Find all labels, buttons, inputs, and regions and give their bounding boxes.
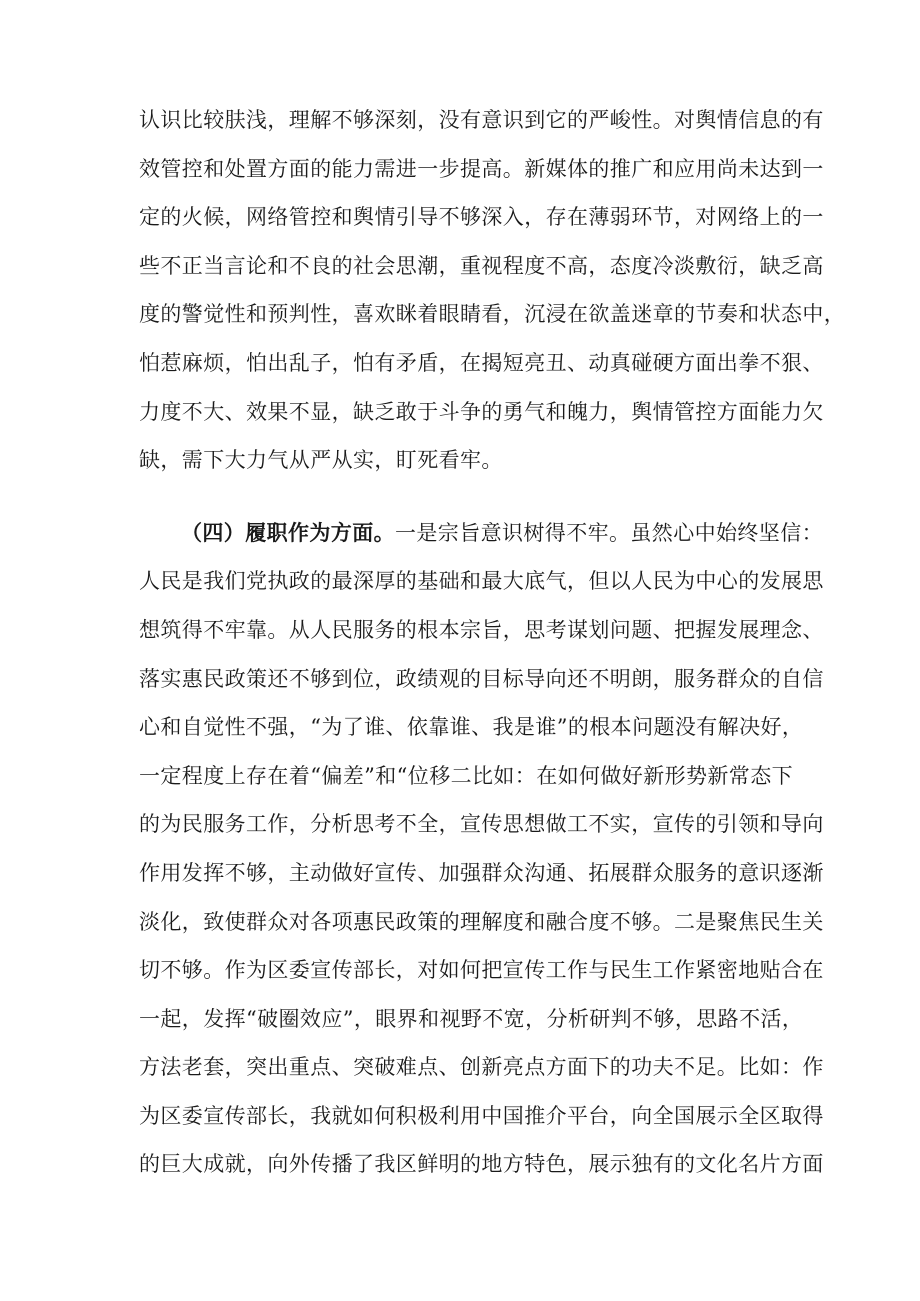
text-line: 方法老套，突出重点、突破难点、创新亮点方面下的功夫不足。比如：作	[139, 1055, 824, 1080]
text-line: 一起，发挥“破圈效应”，眼界和视野不宽，分析研判不够，思路不活，	[139, 1006, 804, 1031]
text-line: 一定程度上存在着“偏差”和“位移二比如：在如何做好新形势新常态下	[139, 763, 794, 788]
text-line: 些不正当言论和不良的社会思潮，重视程度不高，态度冷淡敷衍，缺乏高	[139, 253, 824, 278]
text-line: 想筑得不牢靠。从人民服务的根本宗旨，思考谋划问题、把握发展理念、	[139, 617, 824, 642]
section-heading: （四）履职作为方面。	[181, 519, 395, 545]
text-line: 落实惠民政策还不够到位，政绩观的目标导向还不明朗，服务群众的自信	[139, 666, 824, 691]
text-line: 作用发挥不够，主动做好宣传、加强群众沟通、拓展群众服务的意识逐渐	[139, 860, 824, 885]
paragraph-duty-performance	[139, 518, 824, 1180]
text-line-first	[139, 518, 823, 548]
text-line: 效管控和处置方面的能力需进一步提高。新媒体的推广和应用尚未达到一	[139, 156, 824, 181]
document-page	[139, 105, 846, 1198]
text-line: 怕惹麻烦，怕出乱子，怕有矛盾，在揭短亮丑、动真碰硬方面出拳不狠、	[139, 350, 824, 375]
text-line: 度的警觉性和预判性，喜欢眯着眼睛看，沉浸在欲盖迷章的节奏和状态中，	[139, 302, 846, 327]
text-line: 力度不大、效果不显，缺乏敢于斗争的勇气和魄力，舆情管控方面能力欠	[139, 399, 824, 424]
text-line: 为区委宣传部长，我就如何积极利用中国推介平台，向全国展示全区取得	[139, 1103, 824, 1128]
text-line: 心和自觉性不强，“为了谁、依靠谁、我是谁”的根本问题没有解决好，	[139, 715, 804, 740]
text-line: 认识比较肤浅，理解不够深刻，没有意识到它的严峻性。对舆情信息的有	[139, 108, 824, 132]
text-line: 人民是我们党执政的最深厚的基础和最大底气，但以人民为中心的发展思	[139, 569, 824, 594]
text-line: 的为民服务工作，分析思考不全，宣传思想做工不实，宣传的引领和导向	[139, 812, 824, 837]
text-line: 定的火候，网络管控和舆情引导不够深入，存在薄弱环节，对网络上的一	[139, 205, 824, 230]
text-line: 切不够。作为区委宣传部长，对如何把宣传工作与民生工作紧密地贴合在	[139, 958, 824, 983]
paragraph-public-opinion	[139, 105, 846, 475]
heading-line-rest: 一是宗旨意识树得不牢。虽然心中始终坚信：	[395, 520, 823, 545]
paragraph-spacer	[139, 494, 783, 518]
text-line: 的巨大成就，向外传播了我区鲜明的地方特色，展示独有的文化名片方面	[139, 1152, 824, 1177]
text-line: 缺，需下大力气从严从实，盯死看牢。	[139, 448, 503, 473]
text-line: 淡化，致使群众对各项惠民政策的理解度和融合度不够。二是聚焦民生关	[139, 909, 824, 934]
